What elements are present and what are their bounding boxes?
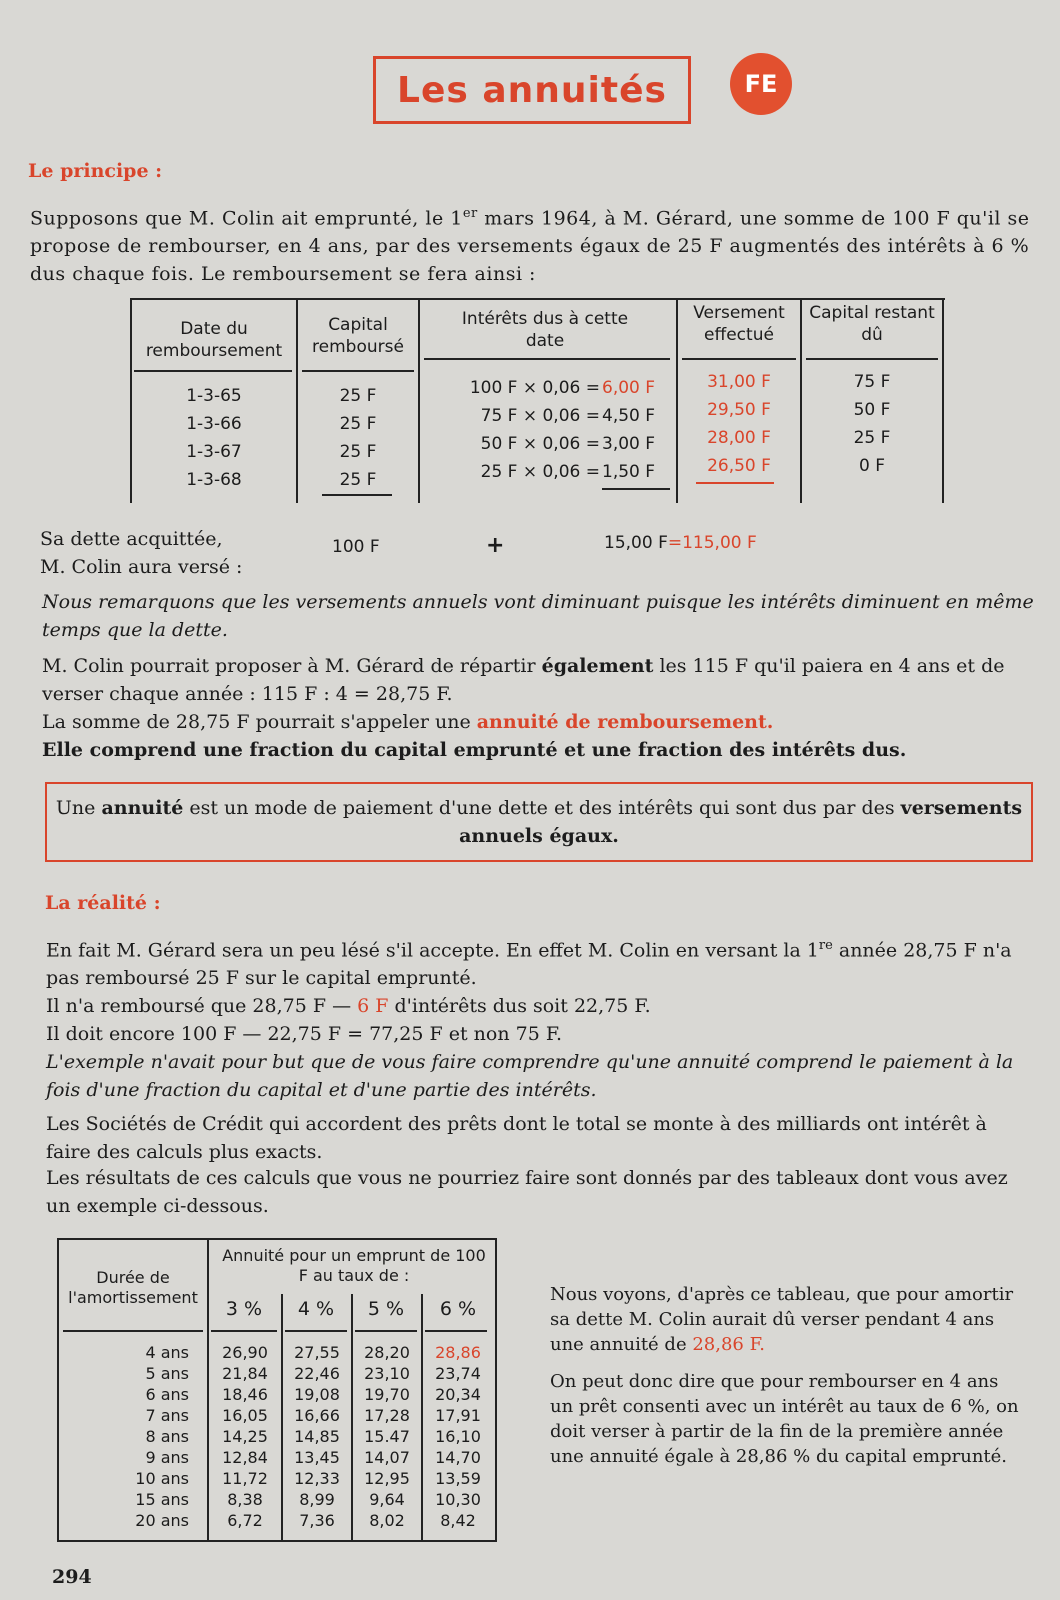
column-payment (682, 368, 796, 480)
table-cell: 25 F × 0,06 = (480, 462, 600, 482)
header-interest: Intérêts dus à cette date (461, 309, 629, 351)
rate-4: 4 % (297, 1298, 335, 1320)
remark-text: Nous remarquons que les versements annuels vont diminuant puisque les intérêts diminuent en même temps que la dette. (42, 591, 1034, 641)
column-interest-value (602, 374, 672, 486)
header-capital: Capital remboursé (312, 315, 404, 357)
table-cell: 19,70 (364, 1385, 410, 1404)
table-cell: 50 F × 0,06 = (480, 434, 600, 454)
table-cell: 4 ans (145, 1343, 189, 1362)
header-date: Date du remboursement (145, 319, 283, 361)
table-cell: 9,64 (369, 1490, 405, 1509)
table-cell: 21,84 (222, 1364, 268, 1383)
table-cell: 4,50 F (602, 406, 656, 426)
example-text: L'exemple n'avait pour but que de vous faire comprendre qu'une annuité comprend le paiement à la fois d'une fraction du capital et d'une partie des intérêts. (46, 1051, 1014, 1101)
page-title: Les annuités (373, 56, 691, 124)
table-cell: 5 ans (145, 1364, 189, 1383)
table-cell: 17,28 (364, 1406, 410, 1425)
summary-label: Sa dette acquittée, M. Colin aura versé : (40, 528, 243, 578)
column-capital (302, 382, 414, 494)
table-cell: 25 F (853, 428, 891, 448)
table-cell: 1,50 F (602, 462, 656, 482)
definition-box: Une annuité est un mode de paiement d'une dette et des intérêts qui sont dus par des versements annuels égaux. (45, 782, 1033, 862)
table-cell: 22,46 (294, 1364, 340, 1383)
table-cell: 8 ans (145, 1427, 189, 1446)
header-annuity: Annuité pour un emprunt de 100 F au taux de : (222, 1246, 486, 1285)
column-rate-5 (353, 1342, 421, 1531)
table-cell: 75 F × 0,06 = (480, 406, 600, 426)
table-cell: 11,72 (222, 1469, 268, 1488)
table-cell: 31,00 F (707, 372, 771, 392)
table-cell: 28,20 (364, 1343, 410, 1362)
table-cell: 6 ans (145, 1385, 189, 1404)
table-cell: 7 ans (145, 1406, 189, 1425)
table-cell: 25 F (339, 414, 377, 434)
rate-3: 3 % (225, 1298, 263, 1320)
table-cell: 7,36 (299, 1511, 335, 1530)
table-cell: 10,30 (435, 1490, 481, 1509)
table-cell: 14,25 (222, 1427, 268, 1446)
table-cell: 6,00 F (602, 378, 656, 398)
table-cell: 13,59 (435, 1469, 481, 1488)
table-cell: 100 F × 0,06 = (469, 378, 600, 398)
column-rate-4 (283, 1342, 351, 1531)
rate-6: 6 % (439, 1298, 477, 1320)
table-cell: 23,74 (435, 1364, 481, 1383)
table-cell: 26,90 (222, 1343, 268, 1362)
column-rate-3 (209, 1342, 281, 1531)
header-duration: Durée de l'amortissement (68, 1268, 198, 1307)
column-interest-calc (424, 374, 600, 486)
table-cell: 15 ans (135, 1490, 189, 1509)
table-cell: 1-3-65 (186, 386, 242, 406)
table-cell: 25 F (339, 470, 377, 490)
table-cell: 26,50 F (707, 456, 771, 476)
reality-heading: La réalité : (45, 892, 161, 914)
table-cell: 28,86 (435, 1343, 481, 1362)
annuity-table (57, 1238, 497, 1542)
table-cell: 12,84 (222, 1448, 268, 1467)
summary-capital: 100 F (332, 537, 380, 557)
column-durations (79, 1342, 189, 1531)
table-cell: 17,91 (435, 1406, 481, 1425)
table-cell: 75 F (853, 372, 891, 392)
header-remaining: Capital restant dû (809, 303, 935, 345)
table-cell: 19,08 (294, 1385, 340, 1404)
table-cell: 8,99 (299, 1490, 335, 1509)
table-cell: 1-3-66 (186, 414, 242, 434)
table-cell: 25 F (339, 386, 377, 406)
table-cell: 3,00 F (602, 434, 656, 454)
proposal-text: M. Colin pourrait proposer à M. Gérard de répartir également les 115 F qu'il paiera en 4 ans et de verser chaque année : 115 F : 4 = 28,75 F. La somme de 28,75 F pourrait s'appeler une annuité de remboursement. Elle comprend une fraction du capital emprunté et une fraction des intérêts dus. (42, 655, 1005, 761)
column-dates (136, 382, 292, 494)
page-number: 294 (52, 1566, 92, 1588)
credit-text: Les Sociétés de Crédit qui accordent des prêts dont le total se monte à des milliards ont intérêt à faire des calculs plus exacts. (46, 1113, 987, 1163)
table-cell: 0 F (859, 456, 885, 476)
table-cell: 18,46 (222, 1385, 268, 1404)
table-cell: 14,70 (435, 1448, 481, 1467)
table-cell: 16,10 (435, 1427, 481, 1446)
principle-heading: Le principe : (28, 160, 163, 182)
summary-interest: 15,00 F=115,00 F (604, 533, 757, 553)
column-rate-6 (423, 1342, 493, 1531)
table-cell: 15.47 (364, 1427, 410, 1446)
header-payment: Versement effectué (693, 303, 785, 345)
table-cell: 8,42 (440, 1511, 476, 1530)
table-cell: 12,95 (364, 1469, 410, 1488)
fe-badge: FE (730, 53, 792, 115)
side-commentary: Nous voyons, d'après ce tableau, que pour amortir sa dette M. Colin aurait dû verser pendant 4 ans une annuité de 28,86 F. On peut donc dire que pour rembourser en 4 ans un prêt consenti avec un intérêt au taux de 6 %, on doit verser à partir de la fin de la première année une annuité égale à 28,86 % du capital emprunté. (550, 1284, 1019, 1467)
reality-text: En fait M. Gérard sera un peu lésé s'il accepte. En effet M. Colin en versant la 1re année 28,75 F n'a pas remboursé 25 F sur le capital emprunté. Il n'a remboursé que 28,75 F — 6 F d'intérêts dus soit 22,75 F. Il doit encore 100 F — 22,75 F = 77,25 F et non 75 F. (46, 938, 1012, 1046)
table-cell: 28,00 F (707, 428, 771, 448)
summary-plus: + (486, 533, 505, 558)
column-remaining (806, 368, 938, 480)
table-cell: 25 F (339, 442, 377, 462)
rate-5: 5 % (367, 1298, 405, 1320)
table-cell: 8,02 (369, 1511, 405, 1530)
table-cell: 1-3-68 (186, 470, 242, 490)
table-cell: 6,72 (227, 1511, 263, 1530)
table-cell: 1-3-67 (186, 442, 242, 462)
table-cell: 16,66 (294, 1406, 340, 1425)
principle-intro: Supposons que M. Colin ait emprunté, le 1er mars 1964, à M. Gérard, une somme de 100 F qu'il se propose de rembourser, en 4 ans, par des versements égaux de 25 F augmentés des intérêts à 6 % dus chaque fois. Le remboursement se fera ainsi : (30, 206, 1030, 286)
table-cell: 14,07 (364, 1448, 410, 1467)
table-cell: 9 ans (145, 1448, 189, 1467)
table-cell: 8,38 (227, 1490, 263, 1509)
table-cell: 20,34 (435, 1385, 481, 1404)
table-cell: 20 ans (135, 1511, 189, 1530)
table-cell: 27,55 (294, 1343, 340, 1362)
table-cell: 12,33 (294, 1469, 340, 1488)
repayment-table (130, 298, 945, 503)
table-cell: 13,45 (294, 1448, 340, 1467)
results-text: Les résultats de ces calculs que vous ne pourriez faire sont donnés par des tableaux dont vous avez un exemple ci-dessous. (46, 1167, 1008, 1217)
table-cell: 50 F (853, 400, 891, 420)
table-cell: 23,10 (364, 1364, 410, 1383)
table-cell: 14,85 (294, 1427, 340, 1446)
table-cell: 10 ans (135, 1469, 189, 1488)
table-cell: 16,05 (222, 1406, 268, 1425)
table-cell: 29,50 F (707, 400, 771, 420)
